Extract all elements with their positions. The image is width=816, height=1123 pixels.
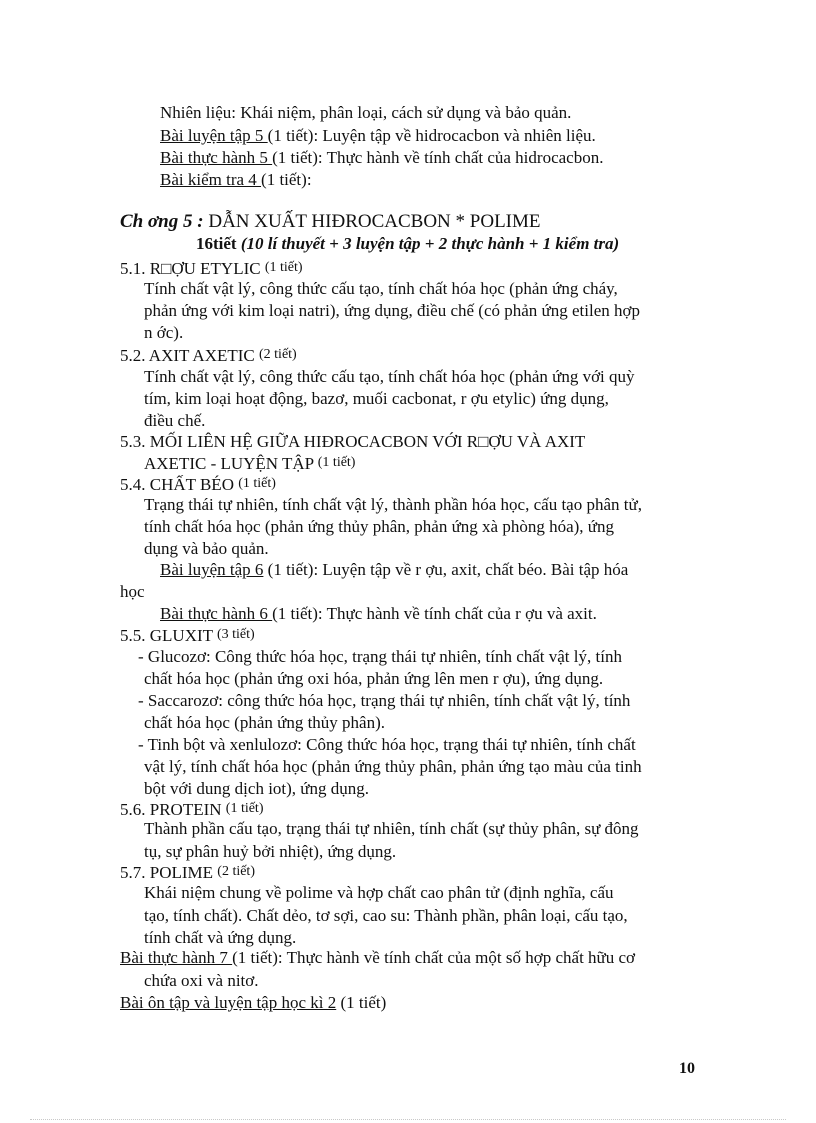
- page-bottom-divider: [30, 1119, 786, 1120]
- lab-7-line: Bài thực hành 7 (1 tiết): Thực hành về tính chất của một số hợp chất hữu cơ: [120, 948, 636, 967]
- section-5-7-heading: 5.7. POLIME (2 tiết): [120, 863, 255, 882]
- section-5-5-line: chất hóa học (phản ứng oxi hóa, phản ứng lên men r ợu), ứng dụng.: [144, 669, 604, 688]
- page-number: 10: [679, 1060, 695, 1077]
- section-5-6-heading: 5.6. PROTEIN (1 tiết): [120, 800, 264, 819]
- section-5-3-heading-cont: AXETIC - LUYỆN TẬP (1 tiết): [144, 454, 356, 473]
- section-5-6-line: tụ, sự phân huỷ bởi nhiệt), ứng dụng.: [144, 842, 397, 861]
- section-5-7-line: tính chất và ứng dụng.: [144, 928, 297, 947]
- intro-line-lab5: Bài thực hành 5 (1 tiết): Thực hành về tính chất của hidrocacbon.: [160, 148, 604, 167]
- intro-line-fuel: Nhiên liệu: Khái niệm, phân loại, cách sử dụng và bảo quản.: [160, 103, 572, 122]
- section-5-5-line: - Saccarozơ: công thức hóa học, trạng thái tự nhiên, tính chất vật lý, tính: [138, 691, 631, 710]
- section-5-2-line: tím, kim loại hoạt động, bazơ, muối cacbonat, r ợu etylic) ứng dụng,: [144, 389, 609, 408]
- review-line: Bài ôn tập và luyện tập học kì 2 (1 tiết): [120, 993, 387, 1012]
- section-5-5-line: - Glucozơ: Công thức hóa học, trạng thái tự nhiên, tính chất vật lý, tính: [138, 647, 622, 666]
- section-5-3-heading: 5.3. MỐI LIÊN HỆ GIỮA HIĐROCACBON VỚI R□ỢU VÀ AXIT: [120, 432, 586, 451]
- chapter-hours: 16tiết (10 lí thuyết + 3 luyện tập + 2 thực hành + 1 kiểm tra): [196, 234, 620, 253]
- chapter-heading: Ch ơng 5 : DẪN XUẤT HIĐROCACBON * POLIME: [120, 211, 541, 232]
- section-5-2-line: Tính chất vật lý, công thức cấu tạo, tính chất hóa học (phản ứng với quỳ: [144, 367, 635, 386]
- intro-line-test4: Bài kiểm tra 4 (1 tiết):: [160, 170, 312, 189]
- section-5-4-line: Trạng thái tự nhiên, tính chất vật lý, thành phần hóa học, cấu tạo phân tử,: [144, 495, 642, 514]
- section-5-1-line: phản ứng với kim loại natri), ứng dụng, điều chế (có phản ứng etilen hợp: [144, 301, 641, 320]
- section-5-5-line: chất hóa học (phản ứng thủy phân).: [144, 713, 386, 732]
- lab-7-line-cont: chứa oxi và nitơ.: [144, 971, 259, 990]
- section-5-4-line: tính chất hóa học (phản ứng thủy phân, phản ứng xà phòng hóa), ứng: [144, 517, 615, 536]
- section-5-5-heading: 5.5. GLUXIT (3 tiết): [120, 626, 255, 645]
- section-5-7-line: tạo, tính chất). Chất dẻo, tơ sợi, cao su: Thành phần, phân loại, cấu tạo,: [144, 906, 628, 925]
- section-5-1-heading: 5.1. R□ỢU ETYLIC (1 tiết): [120, 259, 303, 278]
- section-5-5-line: vật lý, tính chất hóa học (phản ứng thủy phân, phản ứng tạo màu của tinh: [144, 757, 642, 776]
- section-5-1-line: Tính chất vật lý, công thức cấu tạo, tính chất hóa học (phản ứng cháy,: [144, 279, 618, 298]
- section-5-2-line: điều chế.: [144, 411, 206, 430]
- practice-6-line: Bài luyện tập 6 (1 tiết): Luyện tập về r ợu, axit, chất béo. Bài tập hóa: [160, 560, 629, 579]
- lab-6-line: Bài thực hành 6 (1 tiết): Thực hành về tính chất của r ợu và axit.: [160, 604, 597, 623]
- section-5-1-line: n ớc).: [144, 323, 184, 342]
- section-5-4-line: dụng và bảo quản.: [144, 539, 269, 558]
- intro-line-practice5: Bài luyện tập 5 (1 tiết): Luyện tập về hidrocacbon và nhiên liệu.: [160, 126, 596, 145]
- section-5-4-heading: 5.4. CHẤT BÉO (1 tiết): [120, 475, 276, 494]
- section-5-7-line: Khái niệm chung về polime và hợp chất cao phân tử (định nghĩa, cấu: [144, 883, 614, 902]
- section-5-2-heading: 5.2. AXIT AXETIC (2 tiết): [120, 346, 297, 365]
- section-5-5-line: - Tinh bột và xenlulozơ: Công thức hóa học, trạng thái tự nhiên, tính chất: [138, 735, 636, 754]
- section-5-6-line: Thành phần cấu tạo, trạng thái tự nhiên, tính chất (sự thủy phân, sự đông: [144, 819, 639, 838]
- section-5-5-line: bột với dung dịch iot), ứng dụng.: [144, 779, 370, 798]
- practice-6-line-cont: học: [120, 582, 145, 601]
